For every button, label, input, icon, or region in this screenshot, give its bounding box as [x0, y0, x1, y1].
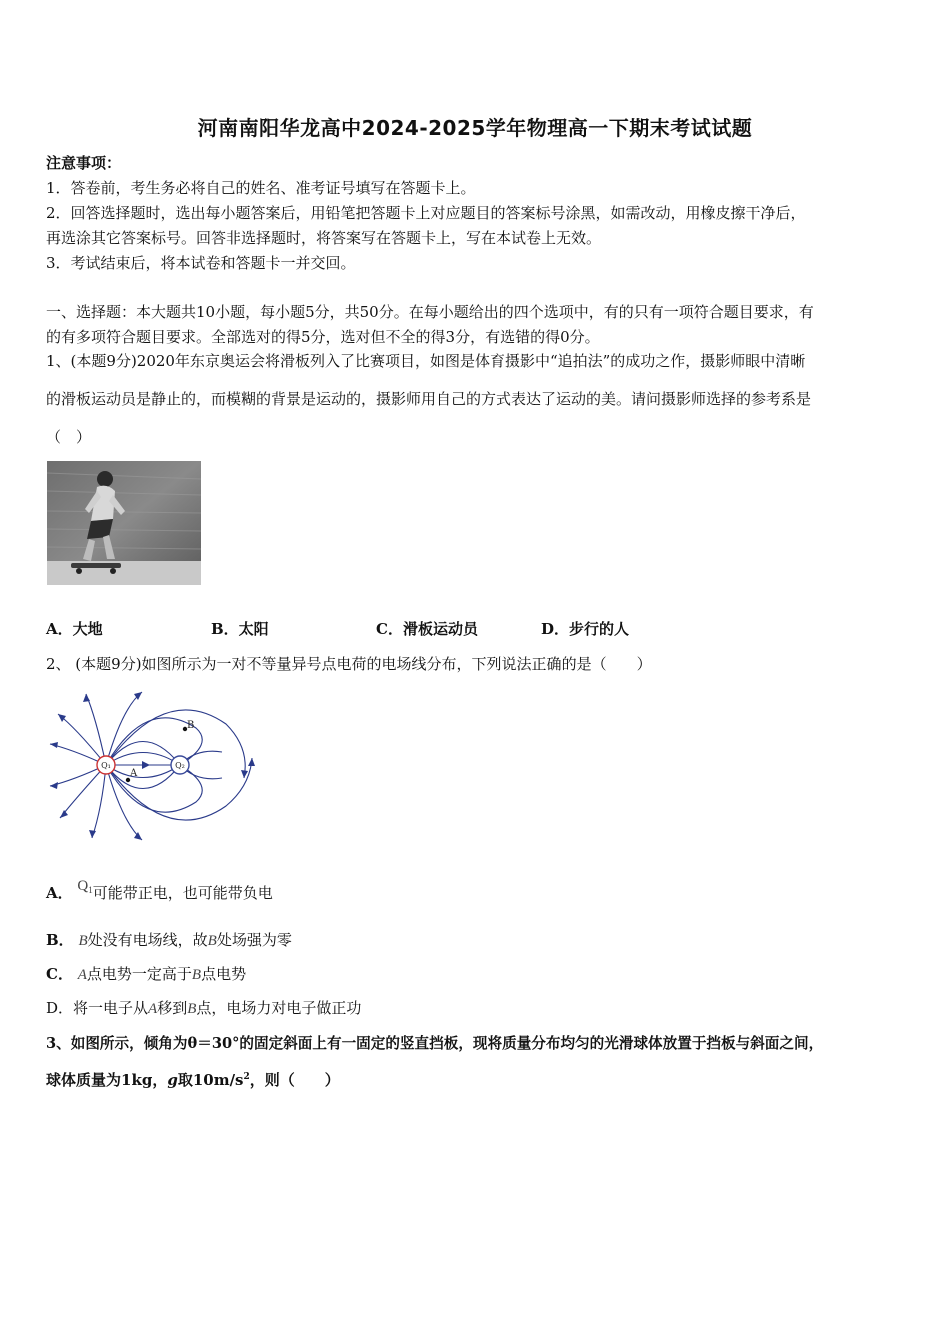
q2-label: Q₂: [175, 761, 185, 770]
question-2-stem: 2、 (本题9分)如图所示为一对不等量异号点电荷的电场线分布，下列说法正确的是（ ）: [46, 655, 652, 673]
page-title: 河南南阳华龙高中2024-2025学年物理高一下期末考试试题: [197, 116, 753, 140]
question-2-option-c[interactable]: C． A点电势一定高于B点电势: [46, 965, 247, 983]
question-2-option-b[interactable]: B． B处没有电场线，故B处场强为零: [46, 931, 292, 949]
notice-item: 1．答卷前，考生务必将自己的姓名、准考证号填写在答题卡上。: [46, 179, 476, 197]
notice-heading: 注意事项：: [46, 154, 122, 172]
option-a[interactable]: A．大地: [46, 620, 103, 638]
point-a-label: A: [130, 768, 138, 779]
point-b-label: B: [187, 720, 195, 731]
question-3-stem: 3、如图所示，倾角为θ＝30°的固定斜面上有一固定的竖直挡板，现将质量分布均匀的光滑球体放置于挡板与斜面之间，: [46, 1035, 824, 1052]
option-c[interactable]: C．滑板运动员: [376, 620, 478, 638]
question-2-option-d[interactable]: D．将一电子从A移到B点，电场力对电子做正功: [46, 999, 362, 1017]
section-intro: 的有多项符合题目要求。全部选对的得5分，选对但不全的得3分，有选错的得0分。: [46, 328, 600, 346]
q1-label: Q₁: [101, 761, 111, 770]
option-b[interactable]: B．太阳: [211, 620, 269, 638]
notice-item: 再选涂其它答案标号。回答非选择题时，将答案写在答题卡上，写在本试卷上无效。: [46, 229, 602, 247]
notice-item: 3．考试结束后，将本试卷和答题卡一并交回。: [46, 254, 356, 272]
question-1-stem: 1、(本题9分)2020年东京奥运会将滑板列入了比赛项目，如图是体育摄影中“追拍法”的成功之作，摄影师眼中清晰: [46, 352, 806, 370]
option-d[interactable]: D．步行的人: [541, 620, 630, 638]
question-3-stem-2: 球体质量为1kg，g取$10m/s^2$，则（ ）: [46, 1071, 340, 1089]
question-1-bracket: （ ）: [46, 428, 92, 446]
notice-item: 2．回答选择题时，选出每小题答案后，用铅笔把答题卡上对应题目的答案标号涂黑，如需改动，用橡皮擦干净后，: [46, 204, 806, 222]
section-intro: 一、选择题：本大题共10小题，每小题5分，共50分。在每小题给出的四个选项中，有的只有一项符合题目要求，有: [46, 303, 814, 321]
electric-field-diagram: [46, 688, 256, 844]
question-1-stem: 的滑板运动员是静止的，而模糊的背景是运动的，摄影师用自己的方式表达了运动的美。请问摄影师选择的参考系是: [46, 390, 812, 408]
skateboarder-photo: [47, 461, 201, 585]
question-2-option-a[interactable]: A． $Q_1$可能带正电，也可能带负电: [46, 878, 273, 902]
